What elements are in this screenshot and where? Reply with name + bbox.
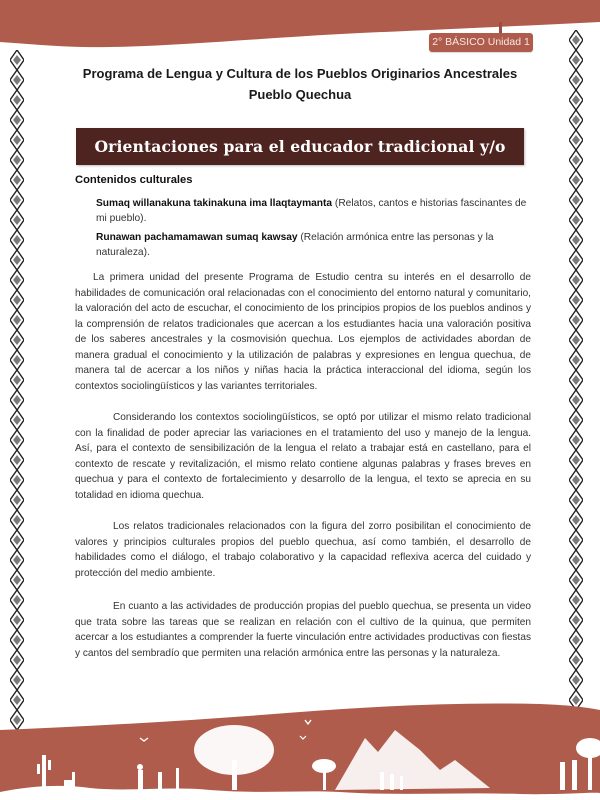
cultural-content-item (96, 196, 536, 226)
grade-badge: 2° BÁSICO Unidad 1 (429, 33, 533, 52)
right-woven-pattern-band (569, 30, 583, 720)
cultural-contents-list (96, 196, 536, 264)
body-paragraph-2: Considerando los contextos sociolingüísticos, se optó por utilizar el mismo relato tradicional con la finalidad de poder apreciar las variaciones en el tratamiento del uso y manejo de la lengua. Así, para el contexto de sensibilización de la lengua el relato a trabajar está en castellano, para el contexto de rescate y revitalización, el mismo relato contiene algunas palabras y frases breves en quechua y para el contexto de fortalecimiento y desarrollo de la lengua, el texto se aprecia en su totalidad en idioma quechua. (75, 412, 531, 501)
spanish-translation: (Relación armónica entre las personas y la naturaleza). (96, 232, 494, 258)
section-title-bar: Orientaciones para el educador tradicional y/o docente (76, 128, 524, 165)
quechua-term: Runawan pachamamawan sumaq kawsay (96, 232, 298, 243)
body-paragraph-1: La primera unidad del presente Programa de Estudio centra su interés en el desarrollo de habilidades de comunicación oral relacionadas con el conocimiento del entorno natural y comunitario, la valoración del acto de escuchar, el conocimiento de los principios propios de los pueblos andinos y la comprensión de relatos tradicionales que acercan a los estudiantes hacia una valoración positiva de los saberes ancestrales y la cosmovisión quechua. Los ejemplos de actividades abordan de manera gradual el conocimiento y la utilización de palabras y expresiones en lengua quechua, de manera tal de acercar a los niños y niñas hacia la práctica interaccional del idioma, según los contextos sociolingüísticos y las variantes territoriales. (75, 272, 531, 392)
bottom-landscape-illustration (0, 700, 600, 800)
body-paragraph-4: En cuanto a las actividades de producción propias del pueblo quechua, se presenta un video que trata sobre las tareas que se realizan en relación con el cultivo de la quinua, que permiten acercar a los estudiantes a comprender la fuerte vinculación entre actividades productivas con fiestas y cantos del sembradío que permiten una relación armónica entre las personas y la naturaleza. (75, 601, 531, 659)
program-title (60, 63, 540, 105)
quechua-term: Sumaq willanakuna takinakuna ima llaqtaymanta (96, 198, 333, 209)
body-paragraph-3: Los relatos tradicionales relacionados con la figura del zorro posibilitan el conocimiento de valores y principios culturales propios del pueblo quechua, así como también, el desarrollo de habilidades como el diálogo, el trabajo colaborativo y la capacidad reflexiva acerca del cuidado y protección del medio ambiente. (75, 521, 531, 579)
cultural-contents-heading: Contenidos culturales (75, 174, 193, 186)
program-title-line2: Pueblo Quechua (248, 87, 352, 102)
program-title-line1: Programa de Lengua y Cultura de los Pueblos Originarios Ancestrales (82, 66, 518, 81)
cultural-content-item (96, 230, 536, 260)
left-woven-pattern-band (10, 50, 24, 730)
spanish-translation: (Relatos, cantos e historias fascinantes de mi pueblo). (96, 198, 527, 224)
